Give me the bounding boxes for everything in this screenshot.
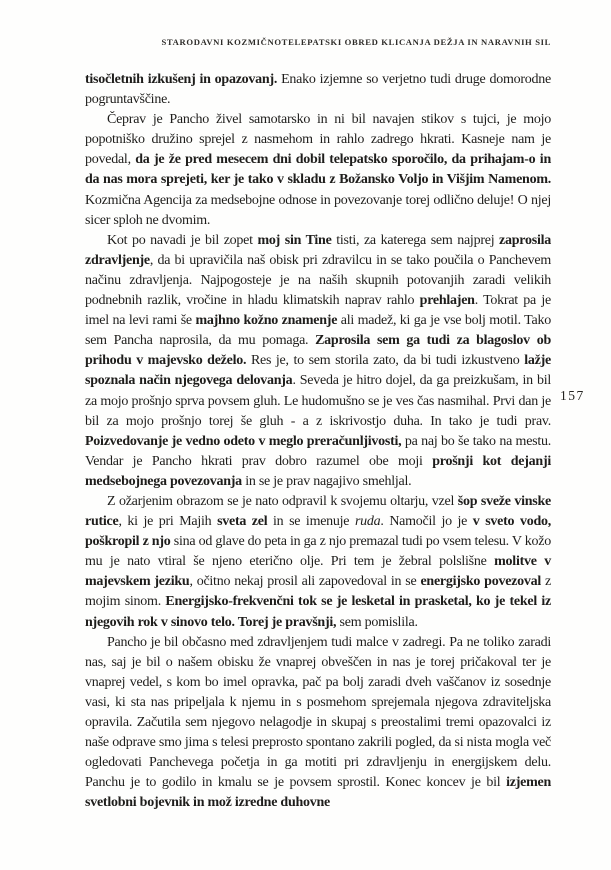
body-text: [85, 70, 551, 813]
text-segment: Z ožarjenim obrazom se je nato odpravil k svojemu oltarju, vzel: [107, 493, 458, 509]
bold-text-segment: tisočletnih izkušenj in opazovanj.: [85, 72, 278, 87]
text-segment: Kozmična Agencija za medsebojne odnose in povezovanje torej odlično deluje! O njej sicer sploh ne dvomim.: [85, 192, 551, 228]
text-segment: sem pomislila.: [336, 614, 418, 630]
text-segment: , da bi upravičila naš obisk pri zdravilcu in se tako poučila o Panchevem načinu zdravljenja. Najpogosteje je na naših skupnih potovanjih zaradi velikih podnebnih razlik, vročine in hladu klimatskih naprav rahlo: [85, 252, 551, 309]
paragraph: [85, 633, 551, 814]
bold-text-segment: lažje spoznala način njegovega delovanja: [85, 353, 551, 389]
text-segment: , očitno nekaj prosil ali zapovedoval in se: [189, 574, 421, 590]
bold-text-segment: prehlajen: [419, 293, 475, 309]
bold-text-segment: da je že pred mesecem dni dobil telepatsko sporočilo, da prihajam-o in da nas mora sprejeti, ker je tako v skladu z Božansko Voljo in Višjim Namenom.: [85, 152, 551, 188]
paragraph: [85, 70, 551, 110]
italic-text-segment: ruda: [354, 514, 381, 530]
running-header: STARODAVNI KOZMIČNOTELEPATSKI OBRED KLICANJA DEŽJA IN NARAVNIH SIL: [161, 37, 551, 47]
bold-text-segment: v sveto vodo, poškropil z njo: [85, 514, 551, 550]
bold-text-segment: energijsko povezoval: [420, 574, 542, 590]
bold-text-segment: zaprosila zdravljenje: [85, 232, 551, 268]
bold-text-segment: sveta zel: [217, 514, 268, 530]
page-number: 157: [560, 388, 585, 403]
text-segment: , ki je pri Majih: [118, 514, 218, 530]
text-segment: Čeprav je Pancho živel samotarsko in ni bil navajen stikov s tujci, je mojo popotniško družino sprejel z nasmehom in rahlo zadrego hkrati. Kasneje nam je povedal,: [85, 112, 551, 168]
paragraph: [85, 110, 551, 231]
text-segment: in se imenuje: [267, 514, 355, 530]
text-segment: in se je prav nagajivo smehljal.: [241, 473, 412, 489]
bold-text-segment: Poizvedovanje je vedno odeto v meglo preračunljivosti,: [85, 433, 402, 449]
text-segment: . Tokrat pa je imel na levi rami še: [85, 293, 551, 329]
text-segment: ali madež, ki ga je vse bolj motil. Tako sem Pancha naprosila, da mu pomaga.: [85, 313, 551, 349]
text-segment: tisti, za katerega sem najprej: [331, 232, 500, 248]
text-segment: pa naj bo še tako na mestu. Vendar je Pancho hkrati prav dobro razumel obe moji: [85, 433, 551, 469]
bold-text-segment: izjemen svetlobni bojevnik in mož izredne duhovne: [85, 775, 551, 811]
text-segment: . Seveda je hitro dojel, da ga preizkušam, in bil za mojo prošnjo sprva povsem gluh. Le hudomušno se je ves čas nasmihal. Prvi dan je bil za mojo prošnjo torej še gluh - a z iskrivostjo duha. In tako je tudi prav.: [85, 373, 552, 429]
bold-text-segment: molitve v majevskem jeziku: [85, 554, 551, 590]
bold-text-segment: Zaprosila sem ga tudi za blagoslov ob prihodu v majevsko deželo.: [85, 333, 551, 369]
bold-text-segment: prošnji kot dejanji medsebojnega povezovanja: [85, 453, 552, 489]
text-segment: Kot po navadi je bil zopet: [107, 232, 258, 248]
text-segment: . Namočil jo je: [380, 514, 473, 530]
text-segment: Pancho je bil občasno med zdravljenjem tudi malce v zadregi. Pa ne toliko zaradi nas, saj je bil o našem obisku že vnaprej obveščen in nas je torej pričakoval ter je vnaprej vedel, s kom bo imel opravka, pač pa bolj zaradi dveh vaščanov iz sosednje vasi, ki sta nas pripeljala k njemu in s posmehom sprejemala njegova zdraviteljska opravila. Začutila sem njegovo nelagodje in skupaj s preostalimi tremi opazovalci iz naše odprave smo jima s telesi preprosto spontano zakrili pogled, da si nista mogla več ogledovati Panchevega početja in ga motiti pri zdravljenju in energijskem delu. Panchu je to godilo in kmalu se je povsem sprostil. Konec koncev je bil: [85, 634, 551, 791]
bold-text-segment: moj sin Tine: [257, 232, 332, 248]
bold-text-segment: šop sveže vinske rutice: [85, 493, 551, 530]
paragraph: [85, 231, 551, 492]
text-segment: Enako izjemne so verjetno tudi druge domorodne pogruntavščine.: [85, 72, 551, 108]
bold-text-segment: Energijsko-frekvenčni tok se je lesketal in prasketal, ko je tekel iz njegovih rok v sinovo telo. Torej je pravšnji,: [85, 594, 551, 630]
text-segment: z mojim sinom.: [85, 574, 551, 610]
text-segment: sina od glave do peta in ga z njo premazal tudi po vsem telesu. V kožo mu je nato vtiral še njeno eterično olje. Pri tem je žebral polslišne: [85, 534, 551, 570]
bold-text-segment: majhno kožno znamenje: [195, 313, 338, 329]
text-segment: Res je, to sem storila zato, da bi tudi izkustveno: [246, 353, 525, 369]
paragraph: [85, 492, 551, 633]
